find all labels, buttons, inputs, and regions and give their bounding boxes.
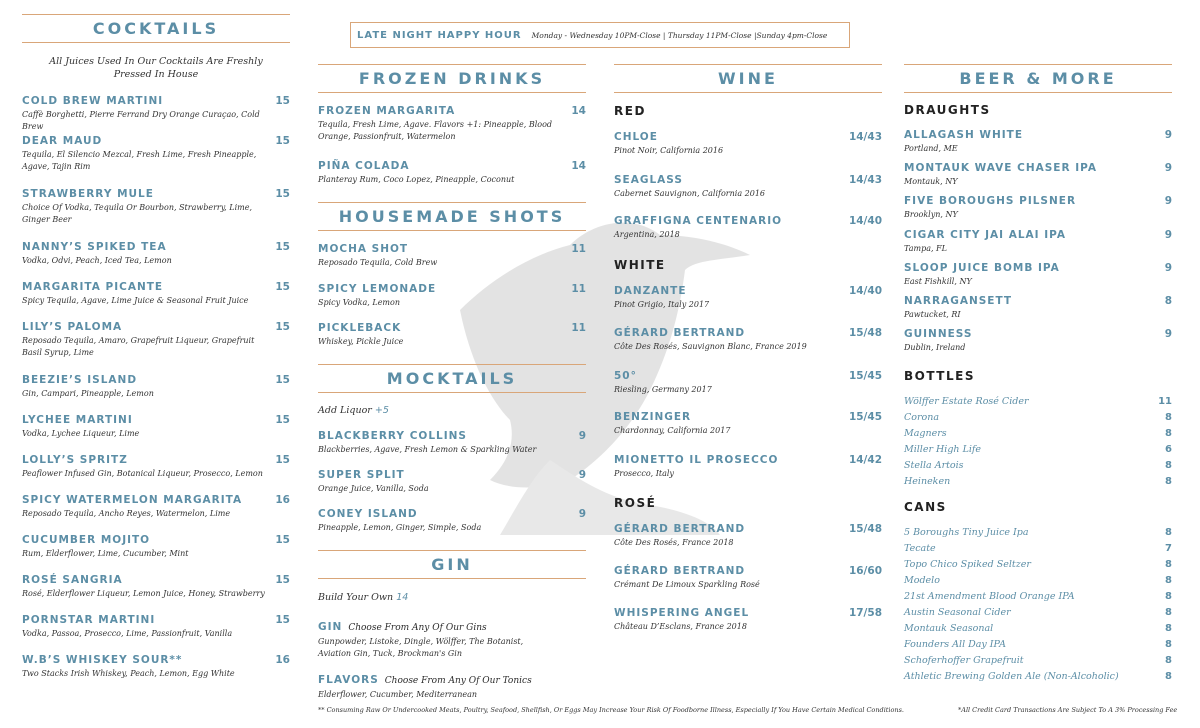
item-price: 8: [1165, 591, 1172, 602]
draught-item: [904, 129, 1172, 155]
gin-item: [318, 615, 586, 660]
item-price: 8: [1165, 655, 1172, 666]
item-description: Planteray Rum, Coco Lopez, Pineapple, Coconut: [318, 175, 515, 184]
mocktail-item: [318, 469, 586, 495]
item-price: 14/40: [848, 285, 882, 297]
item-name: Stella Artois: [904, 460, 964, 471]
item-price: 15: [275, 188, 290, 200]
item-price: 8: [1165, 559, 1172, 570]
can-item: [904, 655, 1172, 666]
item-price: 15: [275, 574, 290, 586]
can-item: [904, 591, 1172, 602]
item-name: PICKLEBACK: [318, 322, 402, 334]
item-price: 9: [1164, 262, 1172, 274]
item-price: 11: [571, 283, 586, 295]
item-name: GIN: [318, 621, 343, 633]
item-description: Vodka, Odvi, Peach, Iced Tea, Lemon: [22, 256, 172, 265]
wine-header: [614, 64, 882, 93]
item-name: NARRAGANSETT: [904, 295, 1013, 307]
happy-hour-title: LATE NIGHT HAPPY HOUR: [357, 29, 522, 41]
item-name: ROSÉ SANGRIA: [22, 574, 123, 586]
item-description: Côte Des Rosés, France 2018: [614, 538, 734, 547]
footer-fee: *All Credit Card Transactions Are Subject To A 3% Processing Fee: [958, 706, 1178, 714]
item-name: Corona: [904, 412, 940, 423]
item-name: Schoferhoffer Grapefruit: [904, 655, 1024, 666]
mocktails-addon-price: +5: [374, 405, 389, 416]
item-description: Orange Juice, Vanilla, Soda: [318, 484, 429, 493]
cocktail-item: [22, 534, 290, 560]
wine-title: WINE: [718, 69, 778, 88]
can-item: [904, 607, 1172, 618]
item-price: 15/48: [848, 327, 882, 339]
item-price: 8: [1165, 460, 1172, 471]
wine-item: [614, 174, 882, 200]
wine-item: [614, 131, 882, 157]
draught-item: [904, 262, 1172, 288]
item-name: MOCHA SHOT: [318, 243, 409, 255]
item-name: COLD BREW MARTINI: [22, 95, 164, 107]
cocktail-item: [22, 614, 290, 640]
item-description: Choice Of Vodka, Tequila Or Bourbon, Strawberry, Lime, Ginger Beer: [22, 203, 252, 224]
cocktail-item: [22, 188, 290, 226]
draught-item: [904, 328, 1172, 354]
item-price: 14: [571, 160, 586, 172]
item-name: Montauk Seasonal: [904, 623, 994, 634]
item-name: CONEY ISLAND: [318, 508, 418, 520]
item-name: GÉRARD BERTRAND: [614, 523, 746, 535]
mocktails-addon-label: Add Liquor: [318, 405, 372, 416]
can-item: [904, 639, 1172, 650]
item-description: Gin, Campari, Pineapple, Lemon: [22, 389, 154, 398]
item-price: 6: [1165, 444, 1172, 455]
cocktail-item: [22, 321, 290, 359]
item-price: 8: [1165, 527, 1172, 538]
item-name: SLOOP JUICE BOMB IPA: [904, 262, 1060, 274]
item-name: Tecate: [904, 543, 936, 554]
item-description: East Fishkill, NY: [904, 277, 972, 286]
item-price: 16/60: [848, 565, 882, 577]
item-description: Spicy Vodka, Lemon: [318, 298, 400, 307]
item-name: Wölffer Estate Rosé Cider: [904, 396, 1029, 407]
item-name: GRAFFIGNA CENTENARIO: [614, 215, 783, 227]
wine-item: [614, 523, 882, 549]
item-name: GÉRARD BERTRAND: [614, 327, 746, 339]
item-description: Two Stacks Irish Whiskey, Peach, Lemon, Egg White: [22, 669, 235, 678]
item-price: 14/42: [848, 454, 882, 466]
item-price: 16: [275, 654, 290, 666]
item-description: Dublin, Ireland: [904, 343, 966, 352]
can-item: [904, 575, 1172, 586]
item-name: BLACKBERRY COLLINS: [318, 430, 467, 442]
bottle-item: [904, 476, 1172, 487]
wine-item: [614, 327, 882, 353]
item-price: 8: [1165, 575, 1172, 586]
item-description: Château D’Esclans, France 2018: [614, 622, 747, 631]
item-description: Elderflower, Cucumber, Mediterranean: [318, 690, 478, 699]
item-name: MARGARITA PICANTE: [22, 281, 164, 293]
frozen-shots-mocktails-gin-column: [318, 0, 586, 700]
item-price: 8: [1165, 476, 1172, 487]
item-price: 9: [1164, 162, 1172, 174]
item-price: 15: [275, 321, 290, 333]
can-item: [904, 559, 1172, 570]
cocktail-item: [22, 654, 290, 680]
item-description: Reposado Tequila, Amaro, Grapefruit Liqueur, Grapefruit Basil Syrup, Lime: [22, 336, 255, 357]
item-description: Pawtucket, RI: [904, 310, 961, 319]
item-price: 9: [578, 430, 586, 442]
item-price: 15/48: [848, 523, 882, 535]
can-item: [904, 671, 1172, 682]
item-description: Rum, Elderflower, Lime, Cucumber, Mint: [22, 549, 189, 558]
item-price: 15: [275, 454, 290, 466]
item-name: ALLAGASH WHITE: [904, 129, 1023, 141]
item-description: Pineapple, Lemon, Ginger, Simple, Soda: [318, 523, 482, 532]
draughts-heading: DRAUGHTS: [904, 103, 991, 117]
item-name: DANZANTE: [614, 285, 687, 297]
item-description: Côte Des Rosés, Sauvignon Blanc, France 2019: [614, 342, 807, 351]
item-description: Pinot Grigio, Italy 2017: [614, 300, 710, 309]
item-description: Peaflower Infused Gin, Botanical Liqueur, Prosecco, Lemon: [22, 469, 263, 478]
item-name: Austin Seasonal Cider: [904, 607, 1011, 618]
item-name: SPICY WATERMELON MARGARITA: [22, 494, 243, 506]
bottle-item: [904, 428, 1172, 439]
item-price: 15: [275, 281, 290, 293]
cocktail-item: [22, 414, 290, 440]
bottles-heading: BOTTLES: [904, 369, 975, 383]
item-name: Topo Chico Spiked Seltzer: [904, 559, 1031, 570]
item-description: Chardonnay, California 2017: [614, 426, 731, 435]
cocktail-item: [22, 95, 290, 133]
item-price: 8: [1165, 639, 1172, 650]
draught-item: [904, 229, 1172, 255]
item-description: Gunpowder, Listoke, Dingle, Wölffer, The Botanist, Aviation Gin, Tuck, Brockman's Gin: [318, 637, 524, 658]
bottle-item: [904, 396, 1172, 407]
item-hint: Choose From Any Of Our Tonics: [384, 676, 532, 686]
item-price: 9: [578, 508, 586, 520]
beer-title: BEER & MORE: [959, 69, 1117, 88]
frozen-item: [318, 160, 586, 186]
item-name: MONTAUK WAVE CHASER IPA: [904, 162, 1097, 174]
draught-item: [904, 195, 1172, 221]
bottle-item: [904, 444, 1172, 455]
item-price: 8: [1165, 428, 1172, 439]
item-price: 8: [1164, 295, 1172, 307]
item-price: 14: [571, 105, 586, 117]
item-price: 9: [578, 469, 586, 481]
item-price: 14/43: [848, 131, 882, 143]
item-name: GÉRARD BERTRAND: [614, 565, 746, 577]
wine-item: [614, 607, 882, 633]
shot-item: [318, 322, 586, 348]
item-description: Crémant De Limoux Sparkling Rosé: [614, 580, 760, 589]
can-item: [904, 527, 1172, 538]
bottle-item: [904, 460, 1172, 471]
item-name: SPICY LEMONADE: [318, 283, 437, 295]
item-price: 16: [275, 494, 290, 506]
item-name: BEEZIE’S ISLAND: [22, 374, 138, 386]
item-description: Tequila, Fresh Lime, Agave. Flavors +1: Pineapple, Blood Orange, Passionfruit, Watermelon: [318, 120, 553, 141]
item-price: 15: [275, 614, 290, 626]
shot-item: [318, 243, 586, 269]
bottle-item: [904, 412, 1172, 423]
wine-item: [614, 411, 882, 437]
item-price: 11: [1158, 396, 1172, 407]
item-description: Tampa, FL: [904, 244, 947, 253]
beer-header: [904, 64, 1172, 93]
wine-white-heading: WHITE: [614, 258, 666, 272]
cans-heading: CANS: [904, 500, 947, 514]
happy-hour-hours: Monday - Wednesday 10PM-Close | Thursday 11PM-Close |Sunday 4pm-Close: [531, 30, 828, 40]
item-name: CUCUMBER MOJITO: [22, 534, 151, 546]
item-name: NANNY’S SPIKED TEA: [22, 241, 167, 253]
item-name: Founders All Day IPA: [904, 639, 1006, 650]
item-name: W.B’S WHISKEY SOUR**: [22, 654, 183, 666]
item-description: Riesling, Germany 2017: [614, 385, 712, 394]
item-name: DEAR MAUD: [22, 135, 103, 147]
item-price: 8: [1165, 671, 1172, 682]
frozen-title: FROZEN DRINKS: [358, 69, 546, 88]
cocktail-item: [22, 454, 290, 480]
item-description: Whiskey, Pickle Juice: [318, 337, 404, 346]
item-description: Caffè Borghetti, Pierre Ferrand Dry Orange Curaçao, Cold Brew: [22, 110, 260, 131]
item-description: Vodka, Lychee Liqueur, Lime: [22, 429, 140, 438]
item-name: LOLLY’S SPRITZ: [22, 454, 128, 466]
item-name: 5 Boroughs Tiny Juice Ipa: [904, 527, 1029, 538]
mocktails-addon: [318, 405, 389, 416]
item-name: Magners: [904, 428, 947, 439]
item-name: Athletic Brewing Golden Ale (Non-Alcoholic): [904, 671, 1119, 682]
item-name: Miller High Life: [904, 444, 982, 455]
wine-column: [614, 0, 882, 700]
item-name: 21st Amendment Blood Orange IPA: [904, 591, 1075, 602]
wine-item: [614, 215, 882, 241]
cocktail-item: [22, 574, 290, 600]
item-description: Prosecco, Italy: [614, 469, 674, 478]
item-description: Montauk, NY: [904, 177, 958, 186]
frozen-item: [318, 105, 586, 143]
item-price: 11: [571, 243, 586, 255]
item-name: STRAWBERRY MULE: [22, 188, 154, 200]
gin-title: GIN: [431, 555, 473, 574]
cocktails-title: COCKTAILS: [92, 19, 220, 38]
item-price: 15: [275, 374, 290, 386]
beer-column: [904, 0, 1172, 700]
item-price: 14/43: [848, 174, 882, 186]
gin-build-label: Build Your Own: [318, 592, 394, 603]
item-name: LYCHEE MARTINI: [22, 414, 133, 426]
wine-item: [614, 285, 882, 311]
item-description: Tequila, El Silencio Mezcal, Fresh Lime, Fresh Pineapple, Agave, Tajin Rim: [22, 150, 257, 171]
item-name: Heineken: [904, 476, 951, 487]
item-price: 11: [571, 322, 586, 334]
item-price: 14/40: [848, 215, 882, 227]
item-name: PORNSTAR MARTINI: [22, 614, 156, 626]
gin-build: [318, 592, 408, 603]
item-price: 8: [1165, 412, 1172, 423]
item-price: 9: [1164, 229, 1172, 241]
wine-item: [614, 454, 882, 480]
cocktails-note: All Juices Used In Our Cocktails Are Freshly Pressed In House: [49, 56, 263, 80]
can-item: [904, 543, 1172, 554]
item-hint: Choose From Any Of Our Gins: [348, 623, 487, 633]
gin-item: [318, 668, 586, 701]
item-name: BENZINGER: [614, 411, 692, 423]
cocktail-item: [22, 374, 290, 400]
item-description: Cabernet Sauvignon, California 2016: [614, 189, 766, 198]
item-price: 15: [275, 241, 290, 253]
item-name: GUINNESS: [904, 328, 973, 340]
item-price: 7: [1165, 543, 1172, 554]
item-price: 8: [1165, 623, 1172, 634]
wine-item: [614, 565, 882, 591]
item-price: 15: [275, 95, 290, 107]
item-price: 15: [275, 534, 290, 546]
shots-header: [318, 202, 586, 231]
item-price: 15: [275, 414, 290, 426]
can-item: [904, 623, 1172, 634]
item-name: CHLOE: [614, 131, 658, 143]
item-price: 15/45: [848, 370, 882, 382]
gin-header: [318, 550, 586, 579]
mocktails-title: MOCKTAILS: [386, 369, 518, 388]
item-name: SEAGLASS: [614, 174, 683, 186]
item-price: 9: [1164, 195, 1172, 207]
item-price: 17/58: [848, 607, 882, 619]
item-description: Brooklyn, NY: [904, 210, 958, 219]
frozen-header: [318, 64, 586, 93]
item-name: CIGAR CITY JAI ALAI IPA: [904, 229, 1066, 241]
item-description: Blackberries, Agave, Fresh Lemon & Sparkling Water: [318, 445, 537, 454]
item-price: 15/45: [848, 411, 882, 423]
cocktails-column: [22, 0, 290, 700]
item-name: SUPER SPLIT: [318, 469, 405, 481]
item-name: 50°: [614, 370, 637, 382]
draught-item: [904, 295, 1172, 321]
cocktail-item: [22, 281, 290, 307]
item-description: Spicy Tequila, Agave, Lime Juice & Seasonal Fruit Juice: [22, 296, 249, 305]
wine-red-heading: RED: [614, 104, 646, 118]
item-price: 9: [1164, 328, 1172, 340]
shots-title: HOUSEMADE SHOTS: [338, 207, 566, 226]
item-description: Pinot Noir, California 2016: [614, 146, 724, 155]
footer-warning: ** Consuming Raw Or Undercooked Meats, Poultry, Seafood, Shellfish, Or Eggs May Increase Your Risk Of Foodborne Illness, Especially If You Have Certain Medical Conditions.: [318, 706, 904, 714]
gin-build-price: 14: [396, 592, 409, 603]
cocktail-item: [22, 135, 290, 173]
item-description: Reposado Tequila, Ancho Reyes, Watermelon, Lime: [22, 509, 231, 518]
item-name: FLAVORS: [318, 674, 379, 686]
cocktails-header: [22, 14, 290, 43]
item-price: 9: [1164, 129, 1172, 141]
item-name: FIVE BOROUGHS PILSNER: [904, 195, 1077, 207]
wine-item: [614, 370, 882, 396]
item-name: Modelo: [904, 575, 940, 586]
mocktail-item: [318, 430, 586, 456]
mocktails-header: [318, 364, 586, 393]
cocktail-item: [22, 494, 290, 520]
wine-rose-heading: ROSÉ: [614, 496, 657, 510]
item-price: 8: [1165, 607, 1172, 618]
item-description: Reposado Tequila, Cold Brew: [318, 258, 438, 267]
item-description: Vodka, Passoa, Prosecco, Lime, Passionfruit, Vanilla: [22, 629, 233, 638]
item-name: WHISPERING ANGEL: [614, 607, 750, 619]
item-name: FROZEN MARGARITA: [318, 105, 456, 117]
draught-item: [904, 162, 1172, 188]
item-description: Rosé, Elderflower Liqueur, Lemon Juice, Honey, Strawberry: [22, 589, 265, 598]
shot-item: [318, 283, 586, 309]
item-price: 15: [275, 135, 290, 147]
item-name: PIÑA COLADA: [318, 160, 410, 172]
mocktail-item: [318, 508, 586, 534]
item-name: MIONETTO IL PROSECCO: [614, 454, 779, 466]
item-name: LILY’S PALOMA: [22, 321, 123, 333]
cocktail-item: [22, 241, 290, 267]
item-description: Portland, ME: [904, 144, 958, 153]
item-description: Argentina, 2018: [614, 230, 680, 239]
